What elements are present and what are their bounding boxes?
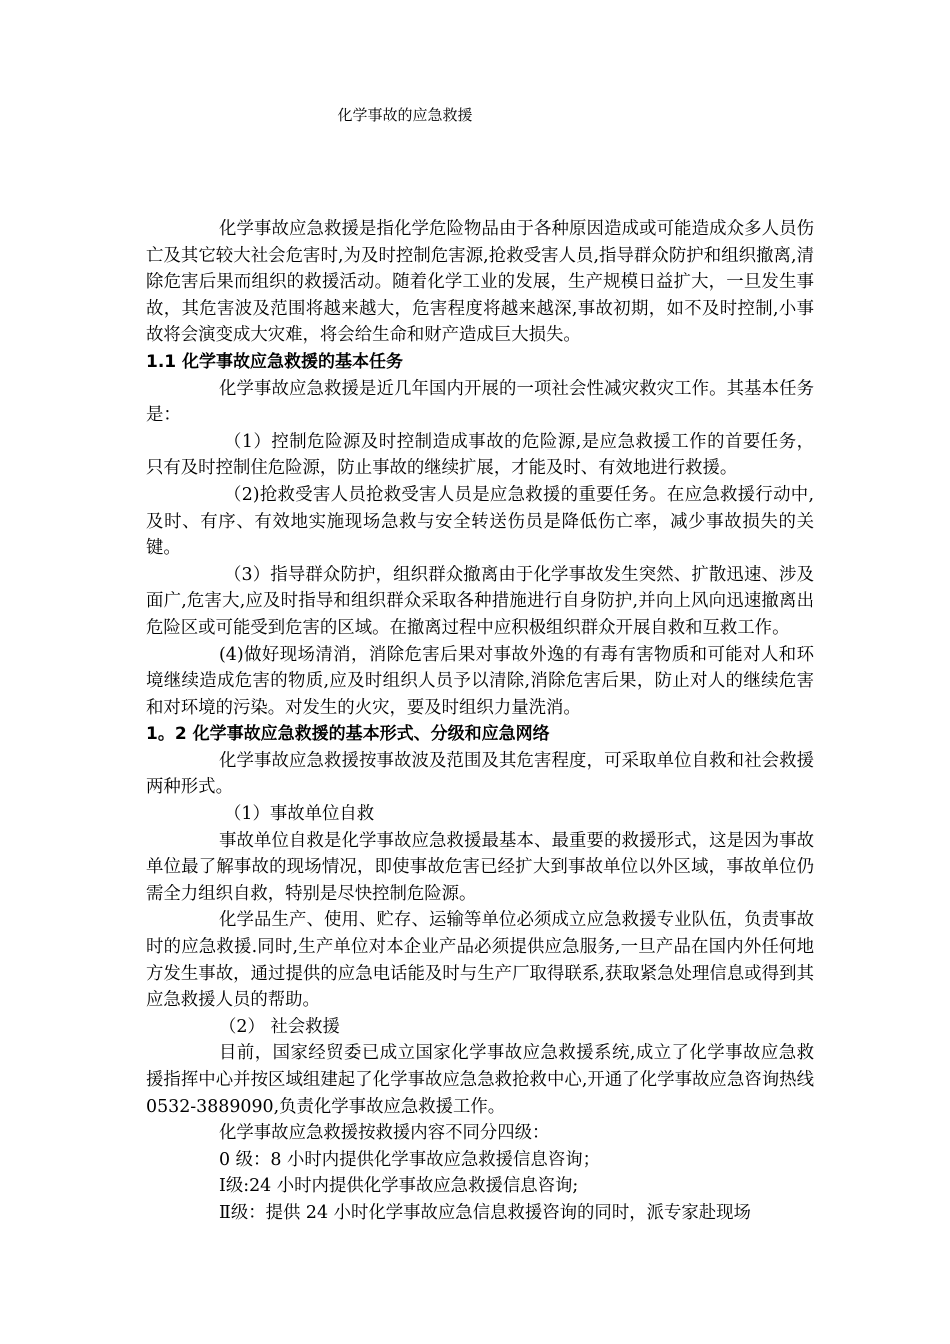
subsection-title-self-rescue: （1）事故单位自救 [224, 804, 375, 825]
section-heading-1-1: 1.1 化学事故应急救援的基本任务 [146, 351, 404, 372]
social-rescue-paragraph-1: 目前，国家经贸委已成立国家化学事故应急救援系统,成立了化学事故应急救援指挥中心并按区域组建起了化学事故应急急救抢救中心,开通了化学事故应急咨询热线 0532-3889090,负责化学事故应急救援工作。 [146, 1043, 814, 1117]
rescue-levels-intro: 化学事故应急救援按救援内容不同分四级： [219, 1123, 550, 1144]
rescue-level-1: Ⅰ级:24 小时内提供化学事故应急救援信息咨询; [219, 1176, 579, 1197]
task-item-2: （2)抢救受害人员抢救受害人员是应急救援的重要任务。在应急救援行动中,及时、有序、有效地实施现场急救与安全转送伤员是降低伤亡率，减少事故损失的关键。 [146, 484, 814, 559]
subsection-title-social-rescue: （2） 社会救援 [219, 1016, 340, 1037]
task-item-4: (4)做好现场清消，消除危害后果对事故外逸的有毒有害物质和可能对人和环境继续造成危害的物质,应及时组织人员予以清除,消除危害后果，防止对人的继续危害和对环境的污染。对发生的火灾，要及时组织力量洗消。 [146, 644, 814, 718]
rescue-level-0: 0 级：8 小时内提供化学事故应急救援信息咨询； [219, 1149, 600, 1170]
self-rescue-paragraph-1: 事故单位自救是化学事故应急救援最基本、最重要的救援形式，这是因为事故单位最了解事故的现场情况，即使事故危害已经扩大到事故单位以外区域，事故单位仍需全力组织自救，特别是尽快控制危险源。 [146, 830, 814, 904]
section-1-intro: 化学事故应急救援是近几年国内开展的一项社会性减灾救灾工作。其基本任务是： [146, 378, 814, 426]
rescue-level-2: Ⅱ级：提供 24 小时化学事故应急信息救援咨询的同时，派专家赴现场 [219, 1202, 751, 1223]
task-item-3: （3）指导群众防护，组织群众撤离由于化学事故发生突然、扩散迅速、涉及面广,危害大,应及时指导和组织群众采取各种措施进行自身防护,并向上风向迅速撤离出危险区或可能受到危害的区域。在撤离过程中应积极组织群众开展自救和互救工作。 [146, 564, 814, 638]
document-title: 化学事故的应急救援 [337, 106, 473, 124]
intro-paragraph: 化学事故应急救援是指化学危险物品由于各种原因造成或可能造成众多人员伤亡及其它较大社会危害时,为及时控制危害源,抢救受害人员,指导群众防护和组织撤离,清除危害后果而组织的救援活动。随着化学工业的发展，生产规模日益扩大，一旦发生事故，其危害波及范围将越来越大，危害程度将越来越深,事故初期，如不及时控制,小事故将会演变成大灾难，将会给生命和财产造成巨大损失。 [146, 219, 814, 346]
section-heading-1-2: 1。2 化学事故应急救援的基本形式、分级和应急网络 [146, 724, 550, 745]
task-item-1: （1）控制危险源及时控制造成事故的危险源,是应急救援工作的首要任务，只有及时控制住危险源，防止事故的继续扩展，才能及时、有效地进行救援。 [146, 431, 814, 479]
section-2-intro: 化学事故应急救援按事故波及范围及其危害程度，可采取单位自救和社会救援两种形式。 [146, 750, 814, 798]
self-rescue-paragraph-2: 化学品生产、使用、贮存、运输等单位必须成立应急救援专业队伍，负责事故时的应急救援.同时,生产单位对本企业产品必须提供应急服务,一旦产品在国内外任何地方发生事故，通过提供的应急电话能及时与生产厂取得联系,获取紧急处理信息或得到其应急救援人员的帮助。 [146, 910, 814, 1011]
document-body [146, 216, 814, 1227]
